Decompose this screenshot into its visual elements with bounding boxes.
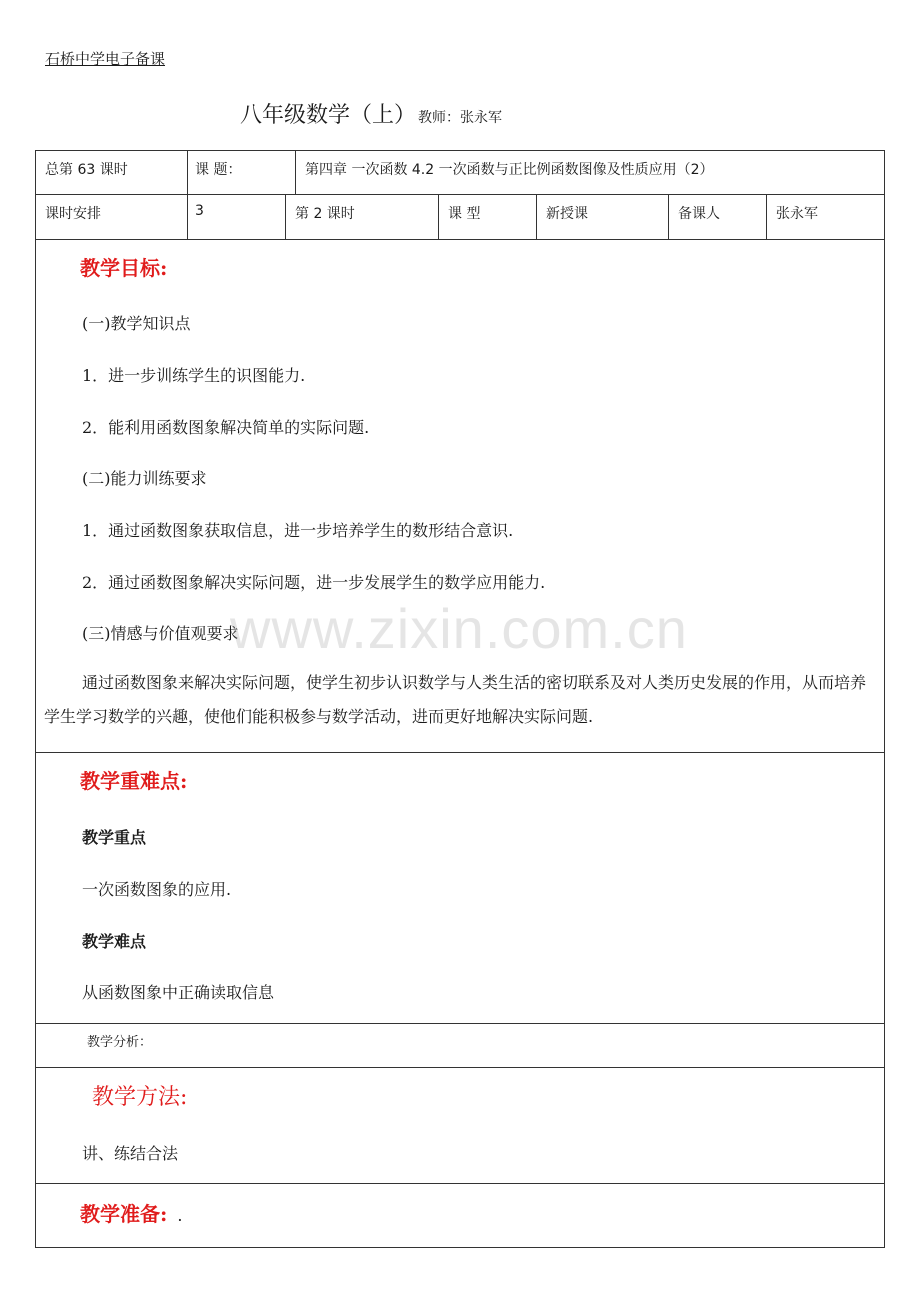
emotion-heading: (三)情感与价值观要求: [82, 624, 239, 643]
page-title: [240, 98, 502, 129]
col-divider: [668, 194, 669, 239]
lesson-plan-table: [35, 150, 885, 1248]
row-divider: [36, 1183, 884, 1184]
preparer-label-cell: 备课人: [678, 206, 720, 222]
col-divider: [285, 194, 286, 239]
col-divider: [438, 194, 439, 239]
row-divider: [36, 1067, 884, 1068]
ability-item-1: 1．通过函数图象获取信息，进一步培养学生的数形结合意识.: [82, 521, 514, 540]
difficulty-value: 从函数图象中正确读取信息: [82, 983, 275, 1002]
ability-item-2: 2．通过函数图象解决实际问题，进一步发展学生的数学应用能力.: [82, 573, 546, 592]
row-divider: [36, 194, 884, 195]
course-title: 八年级数学（上）: [240, 103, 417, 128]
total-lesson-cell: 总第 63 课时: [45, 162, 128, 178]
difficulty-label: 教学难点: [82, 932, 147, 951]
method-title: 教学方法:: [92, 1085, 188, 1110]
key-point-label: 教学重点: [82, 828, 147, 847]
analysis-label: 教学分析：: [87, 1035, 153, 1050]
type-value-cell: 新授课: [546, 206, 588, 222]
topic-value-cell: 第四章 一次函数 4.2 一次函数与正比例函数图像及性质应用（2）: [305, 162, 714, 178]
col-divider: [536, 194, 537, 239]
knowledge-heading: (一)教学知识点: [82, 314, 191, 333]
schedule-label-cell: 课时安排: [45, 206, 101, 222]
row-divider: [36, 239, 884, 240]
knowledge-item-1: 1．进一步训练学生的识图能力.: [82, 366, 306, 385]
col-divider: [187, 151, 188, 194]
topic-label-cell: 课 题：: [195, 162, 242, 178]
schedule-value-cell: 3: [195, 203, 204, 219]
teacher-name: 教师：张永军: [418, 110, 503, 126]
ability-heading: (二)能力训练要求: [82, 469, 207, 488]
type-label-cell: 课 型: [448, 206, 481, 222]
row-divider: [36, 752, 884, 753]
preparation-value: .: [177, 1206, 183, 1225]
objectives-title: 教学目标:: [80, 256, 168, 280]
col-divider: [766, 194, 767, 239]
preparer-value-cell: 张永军: [776, 206, 818, 222]
key-points-title: 教学重难点:: [80, 769, 188, 793]
preparation-title: [80, 1198, 182, 1227]
school-header-link[interactable]: 石桥中学电子备课: [45, 50, 166, 68]
lesson-number-cell: 第 2 课时: [295, 206, 355, 222]
col-divider: [295, 151, 296, 194]
watermark: www.zixin.com.cn: [230, 597, 688, 660]
emotion-paragraph: 通过函数图象来解决实际问题，使学生初步认识数学与人类生活的密切联系及对人类历史发展的作用，从而培养学生学习数学的兴趣，使他们能积极参与数学活动，进而更好地解决实际问题.: [44, 673, 867, 726]
preparation-title-text: 教学准备:: [80, 1202, 168, 1226]
knowledge-item-2: 2．能利用函数图象解决简单的实际问题.: [82, 418, 370, 437]
key-point-value: 一次函数图象的应用.: [82, 880, 232, 899]
row-divider: [36, 1023, 884, 1024]
method-value: 讲、练结合法: [82, 1144, 179, 1163]
col-divider: [187, 194, 188, 239]
